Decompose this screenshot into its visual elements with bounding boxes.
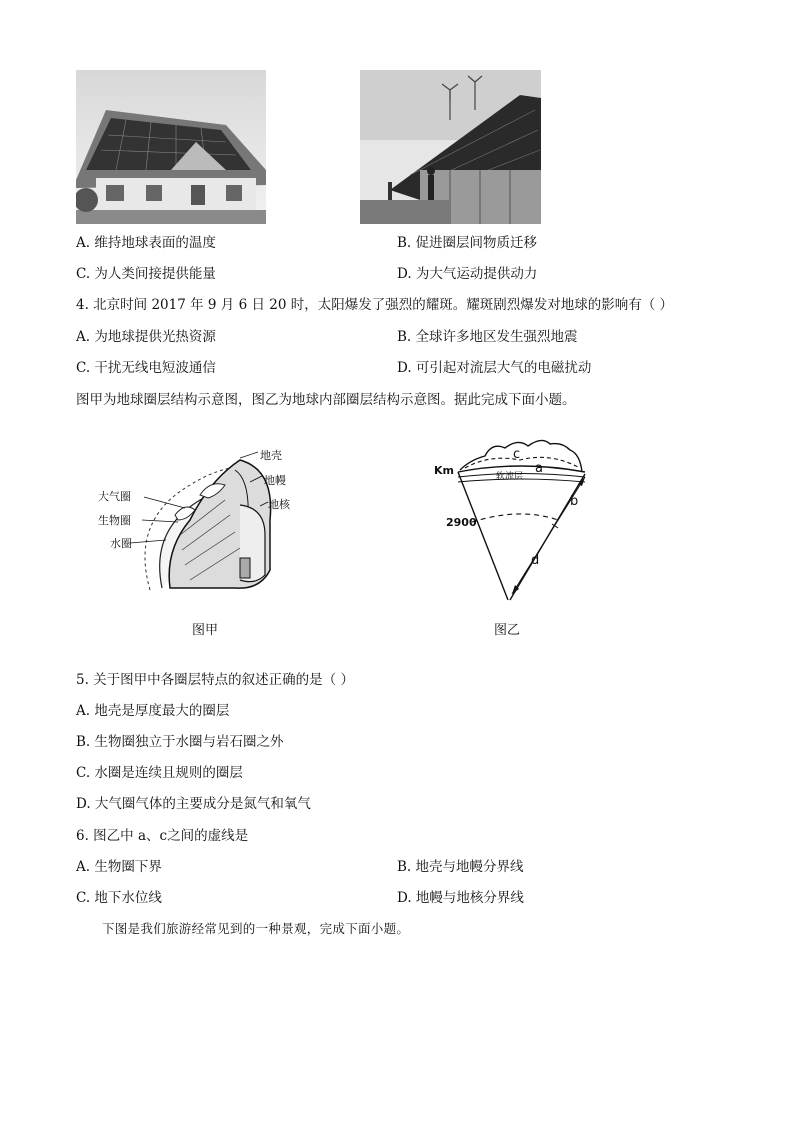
q3-option-b: B. 促进圈层间物质迁移	[397, 235, 538, 251]
q3-option-c: C. 为人类间接提供能量	[76, 266, 216, 282]
figure-yi-caption: 图乙	[494, 623, 521, 638]
figure-jia-caption: 图甲	[192, 623, 219, 638]
label-shui: 水圈	[110, 537, 132, 550]
label-ruanliu: 软流层	[496, 472, 524, 482]
q4-option-b: B. 全球许多地区发生强烈地震	[397, 329, 578, 345]
label-c: c	[513, 447, 521, 462]
q5-option-c: C. 水圈是连续且规则的圈层	[76, 765, 243, 781]
solar-house-photo	[76, 70, 266, 224]
q5-option-a: A. 地壳是厚度最大的圈层	[76, 703, 230, 719]
q4-stem: 4. 北京时间 2017 年 9 月 6 日 20 时，太阳爆发了强烈的耀斑。耀斑剧烈爆发对地球的影响有（ ）	[76, 297, 674, 313]
q6-option-d: D. 地幔与地核分界线	[397, 890, 524, 906]
q6-option-b: B. 地壳与地幔分界线	[397, 859, 524, 875]
label-daqi: 大气圈	[98, 490, 131, 503]
q3-option-d: D. 为大气运动提供动力	[397, 266, 538, 282]
label-d: d	[531, 553, 540, 568]
label-dihe: 地核	[268, 498, 290, 511]
q3-option-a: A. 维持地球表面的温度	[76, 235, 216, 251]
q4-option-a: A. 为地球提供光热资源	[76, 329, 216, 345]
label-b: b	[570, 494, 579, 509]
label-dike: 地壳	[260, 449, 282, 462]
label-shengwu: 生物圈	[98, 514, 131, 527]
solar-greenhouse-photo	[360, 70, 541, 224]
q4-option-d: D. 可引起对流层大气的电磁扰动	[397, 360, 592, 376]
q5-option-b: B. 生物圈独立于水圈与岩石圈之外	[76, 734, 284, 750]
q6-stem: 6. 图乙中 a、c之间的虚线是	[76, 828, 249, 844]
q6-option-c: C. 地下水位线	[76, 890, 162, 906]
q5-option-d: D. 大气圈气体的主要成分是氮气和氧气	[76, 796, 311, 812]
q5-stem: 5. 关于图甲中各圈层特点的叙述正确的是（ ）	[76, 672, 354, 688]
label-km: Km	[434, 464, 454, 477]
landscape-intro: 下图是我们旅游经常见到的一种景观，完成下面小题。	[102, 921, 410, 936]
q4-option-c: C. 干扰无线电短波通信	[76, 360, 216, 376]
label-a: a	[535, 461, 543, 476]
label-diman: 地幔	[264, 474, 286, 487]
q6-option-a: A. 生物圈下界	[76, 859, 162, 875]
label-depth: 2900	[446, 516, 477, 529]
figure-intro: 图甲为地球圈层结构示意图，图乙为地球内部圈层结构示意图。据此完成下面小题。	[76, 392, 576, 408]
